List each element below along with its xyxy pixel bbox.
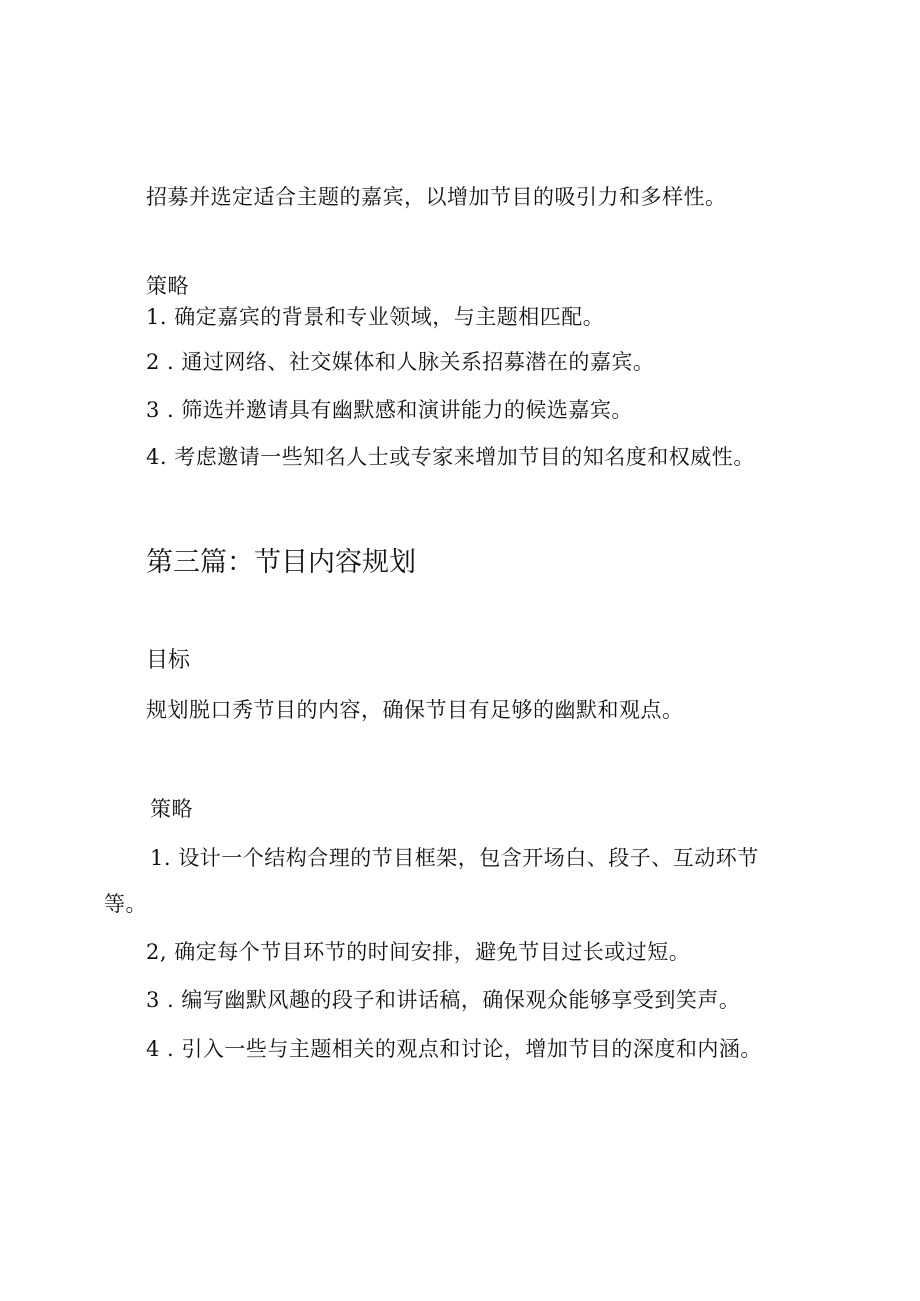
strategy-item: 4 . 引入一些与主题相关的观点和讨论，增加节目的深度和内涵。 <box>146 1037 762 1061</box>
strategy-item: 3 . 筛选并邀请具有幽默感和演讲能力的候选嘉宾。 <box>146 398 633 422</box>
section-title: 第三篇：节目内容规划 <box>146 547 416 578</box>
strategy-item: 2 . 通过网络、社交媒体和人脉关系招募潜在的嘉宾。 <box>146 350 655 374</box>
strategy-item: 3 . 编写幽默风趣的段子和讲话稿，确保观众能够享受到笑声。 <box>146 988 741 1012</box>
strategy-item: 4. 考虑邀请一些知名人士或专家来增加节目的知名度和权威性。 <box>146 445 755 469</box>
strategy-item: 1. 设计一个结构合理的节目框架，包含开场白、段子、互动环节 <box>150 846 759 870</box>
guest-goal-text: 招募并选定适合主题的嘉宾，以增加节目的吸引力和多样性。 <box>146 185 727 209</box>
goal-heading: 目标 <box>146 648 191 673</box>
goal-text: 规划脱口秀节目的内容，确保节目有足够的幽默和观点。 <box>146 698 684 722</box>
strategy-item: 1. 确定嘉宾的背景和专业领域，与主题相匹配。 <box>146 305 605 329</box>
strategy-heading: 策略 <box>146 274 189 298</box>
strategy-item-continuation: 等。 <box>104 892 147 916</box>
strategy-heading: 策略 <box>150 797 193 821</box>
strategy-item: 2, 确定每个节目环节的时间安排，避免节目过长或过短。 <box>146 940 691 964</box>
